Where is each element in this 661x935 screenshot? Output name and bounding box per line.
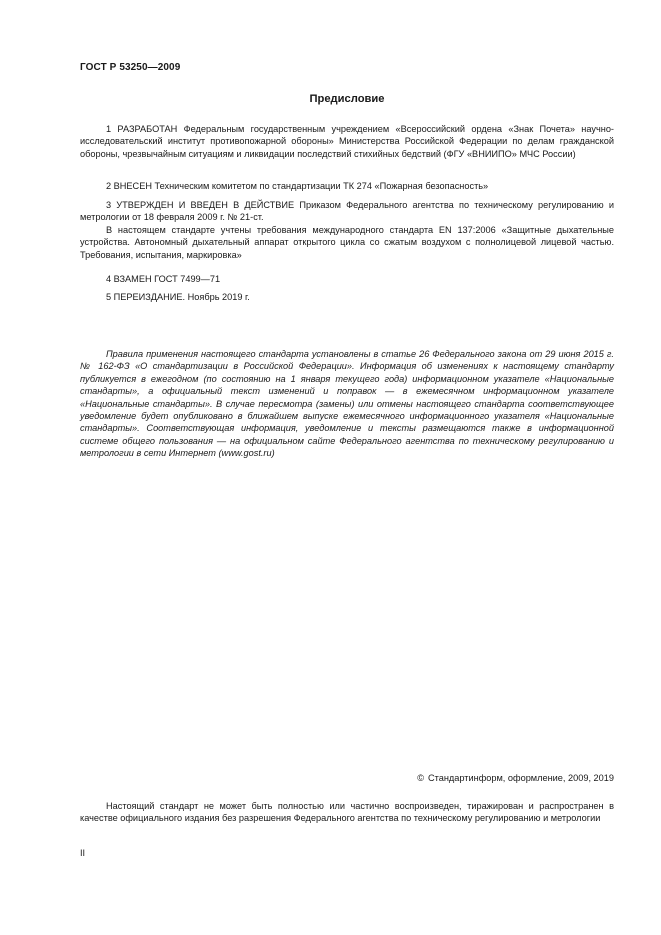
section-submitted [80, 180, 614, 192]
application-rules-notice [80, 348, 614, 460]
page-number: II [80, 848, 86, 858]
document-code: ГОСТ Р 53250—2009 [80, 62, 181, 73]
section-paragraph: 4 ВЗАМЕН ГОСТ 7499—71 [106, 274, 221, 284]
section-paragraph: В настоящем стандарте учтены требования международного стандарта EN 137:2006 «Защитные дыхательные устройства. Автономный дыхательный аппарат открытого цикла со сжатым воздухом с полнолицевой лицевой частью. Требования, испытания, маркировка» [80, 224, 614, 260]
section-approved [80, 199, 614, 261]
section-paragraph: 2 ВНЕСЕН Техническим комитетом по стандартизации ТК 274 «Пожарная безопасность» [106, 181, 489, 191]
reproduction-paragraph: Настоящий стандарт не может быть полностью или частично воспроизведен, тиражирован и распространен в качестве официального издания без разрешения Федерального агентства по техническому регулированию и метрологии [80, 801, 614, 824]
copyright-icon: © [417, 773, 424, 783]
notice-paragraph: Правила применения настоящего стандарта установлены в статье 26 Федерального закона от 29 июня 2015 г. № 162-ФЗ «О стандартизации в Российской Федерации». Информация об изменениях к настоящему стандарту публикуется в ежегодном (по состоянию на 1 января текущего года) информационном указателе «Национальные стандарты», а официальный текст изменений и поправок — в ежемесячном информационном указателе «Национальные стандарты». В случае пересмотра (замены) или отмены настоящего стандарта соответствующее уведомление будет опубликовано в ближайшем выпуске ежемесячного информационного указателя «Национальные стандарты». Соответствующая информация, уведомление и тексты размещаются также в информационной системе общего пользования — на официальном сайте Федерального агентства по техническому регулированию и метрологии в сети Интернет (www.gost.ru) [80, 349, 614, 459]
copyright-line [417, 773, 614, 783]
section-replaces [80, 273, 614, 285]
section-reissue [80, 291, 614, 303]
section-paragraph: 1 РАЗРАБОТАН Федеральным государственным учреждением «Всероссийский ордена «Знак Почета» научно-исследовательский институт противопожарной обороны» Министерства Российской Федерации по делам гражданской обороны, чрезвычайным ситуациям и ликвидации последствий стихийных бедствий (ФГУ «ВНИИПО» МЧС России) [80, 124, 614, 159]
reproduction-notice [80, 800, 614, 825]
section-paragraph: 5 ПЕРЕИЗДАНИЕ. Ноябрь 2019 г. [106, 292, 250, 302]
section-paragraph: 3 УТВЕРЖДЕН И ВВЕДЕН В ДЕЙСТВИЕ Приказом Федерального агентства по техническому регулированию и метрологии от 18 февраля 2009 г. № 21-ст. [80, 200, 614, 223]
page-title: Предисловие [309, 93, 385, 105]
section-developed [80, 123, 614, 160]
copyright-text: Стандартинформ, оформление, 2009, 2019 [428, 773, 614, 783]
